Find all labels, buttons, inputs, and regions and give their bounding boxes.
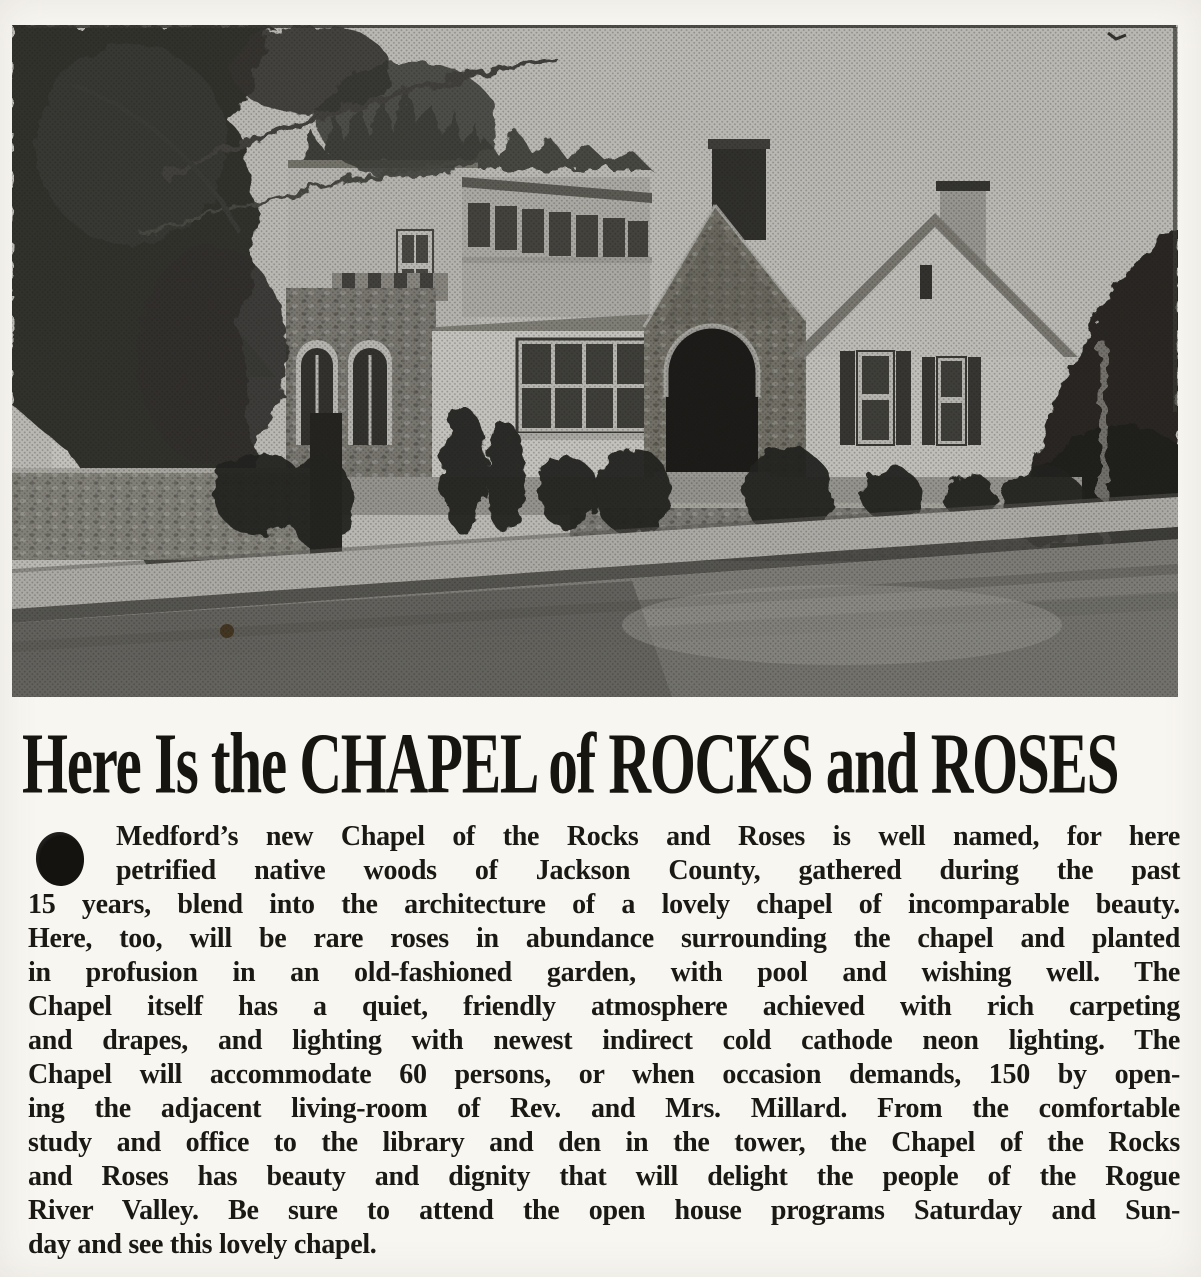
article-line: River Valley. Be sure to attend the open house programs Saturday and Sun- bbox=[28, 1195, 1180, 1226]
paragraph-bullet-icon bbox=[33, 830, 86, 889]
article-line: Chapel itself has a quiet, friendly atmosphere achieved with rich carpeting bbox=[28, 991, 1180, 1022]
article-line: Here, too, will be rare roses in abundance surrounding the chapel and planted bbox=[28, 923, 1180, 954]
chapel-photograph bbox=[12, 25, 1178, 697]
article-body bbox=[28, 820, 1180, 1262]
headline: Here Is the CHAPEL of ROCKS and ROSES bbox=[22, 714, 1119, 812]
article-line: in profusion in an old-fashioned garden, with pool and wishing well. The bbox=[28, 957, 1180, 988]
chapel-photo-scene bbox=[12, 25, 1178, 697]
article-line: petrified native woods of Jackson County, gathered during the past bbox=[116, 855, 1180, 886]
article-line: Medford’s new Chapel of the Rocks and Roses is well named, for here bbox=[116, 821, 1180, 852]
article-line: day and see this lovely chapel. bbox=[28, 1229, 377, 1260]
article-line: Chapel will accommodate 60 persons, or when occasion demands, 150 by open- bbox=[28, 1059, 1180, 1090]
article-line: study and office to the library and den in the tower, the Chapel of the Rocks bbox=[28, 1127, 1180, 1158]
article-line: and Roses has beauty and dignity that will delight the people of the Rogue bbox=[28, 1161, 1180, 1192]
grain-overlay bbox=[12, 25, 1178, 697]
article-line: and drapes, and lighting with newest indirect cold cathode neon lighting. The bbox=[28, 1025, 1180, 1056]
article-line: ing the adjacent living-room of Rev. and Mrs. Millard. From the comfortable bbox=[28, 1093, 1180, 1124]
article-line: 15 years, blend into the architecture of a lovely chapel of incomparable beauty. bbox=[28, 889, 1180, 920]
